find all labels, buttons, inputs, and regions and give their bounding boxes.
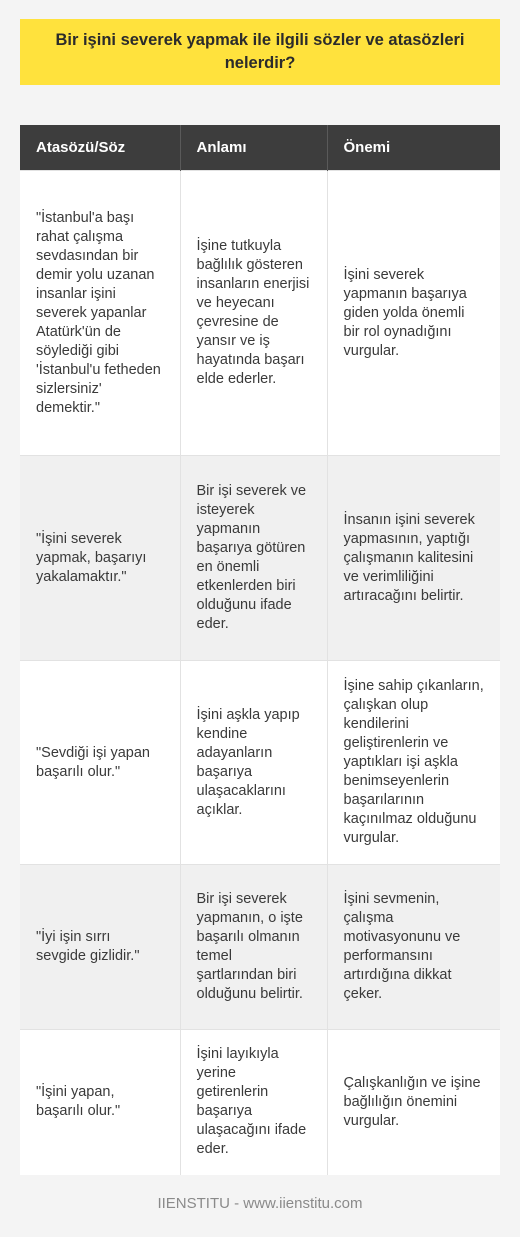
column-header-meaning: Anlamı	[180, 125, 327, 171]
table-row	[20, 661, 500, 865]
site-footer: IIENSTITU - www.iienstitu.com	[157, 1195, 363, 1212]
table-row	[20, 456, 500, 661]
proverb-cell: "İyi işin sırrı sevgide gizlidir."	[20, 865, 180, 1030]
importance-cell: İşine sahip çıkanların, çalışkan olup kendilerini geliştirenlerin ve yaptıkları işi aşkla benimseyenlerin başarılarının kaçınılmaz olduğunu vurgular.	[327, 661, 500, 865]
importance-cell: Çalışkanlığın ve işine bağlılığın önemini vurgular.	[327, 1030, 500, 1175]
page-title: Bir işini severek yapmak ile ilgili sözler ve atasözleri nelerdir?	[55, 31, 465, 72]
meaning-cell: Bir işi severek ve isteyerek yapmanın başarıya götüren en önemli etkenlerden biri olduğunu ifade eder.	[180, 456, 327, 661]
proverb-cell: "İşini severek yapmak, başarıyı yakalamaktır."	[20, 456, 180, 661]
importance-cell: İnsanın işini severek yapmasının, yaptığı çalışmanın kalitesini ve verimliliğini artıracağını belirtir.	[327, 456, 500, 661]
column-header-importance: Önemi	[327, 125, 500, 171]
proverb-cell: "İstanbul'a başı rahat çalışma sevdasından bir demir yolu uzanan insanlar işini severek yapanlar Atatürk'ün de söylediği gibi 'İstanbul'u fetheden sizlersiniz' demektir."	[20, 171, 180, 456]
quotes-table	[20, 125, 500, 1175]
title-banner	[20, 19, 500, 85]
proverb-cell: "İşini yapan, başarılı olur."	[20, 1030, 180, 1175]
table-row	[20, 1030, 500, 1175]
table-row	[20, 171, 500, 456]
meaning-cell: İşine tutkuyla bağlılık gösteren insanların enerjisi ve heyecanı çevresine de yansır ve iş hayatında başarı elde ederler.	[180, 171, 327, 456]
importance-cell: İşini severek yapmanın başarıya giden yolda önemli bir rol oynadığını vurgular.	[327, 171, 500, 456]
column-header-proverb: Atasözü/Söz	[20, 125, 180, 171]
table-header-row	[20, 125, 500, 171]
meaning-cell: İşini layıkıyla yerine getirenlerin başarıya ulaşacağını ifade eder.	[180, 1030, 327, 1175]
meaning-cell: Bir işi severek yapmanın, o işte başarılı olmanın temel şartlarından biri olduğunu belirtir.	[180, 865, 327, 1030]
proverb-cell: "Sevdiği işi yapan başarılı olur."	[20, 661, 180, 865]
table-row	[20, 865, 500, 1030]
meaning-cell: İşini aşkla yapıp kendine adayanların başarıya ulaşacaklarını açıklar.	[180, 661, 327, 865]
importance-cell: İşini sevmenin, çalışma motivasyonunu ve performansını artırdığına dikkat çeker.	[327, 865, 500, 1030]
